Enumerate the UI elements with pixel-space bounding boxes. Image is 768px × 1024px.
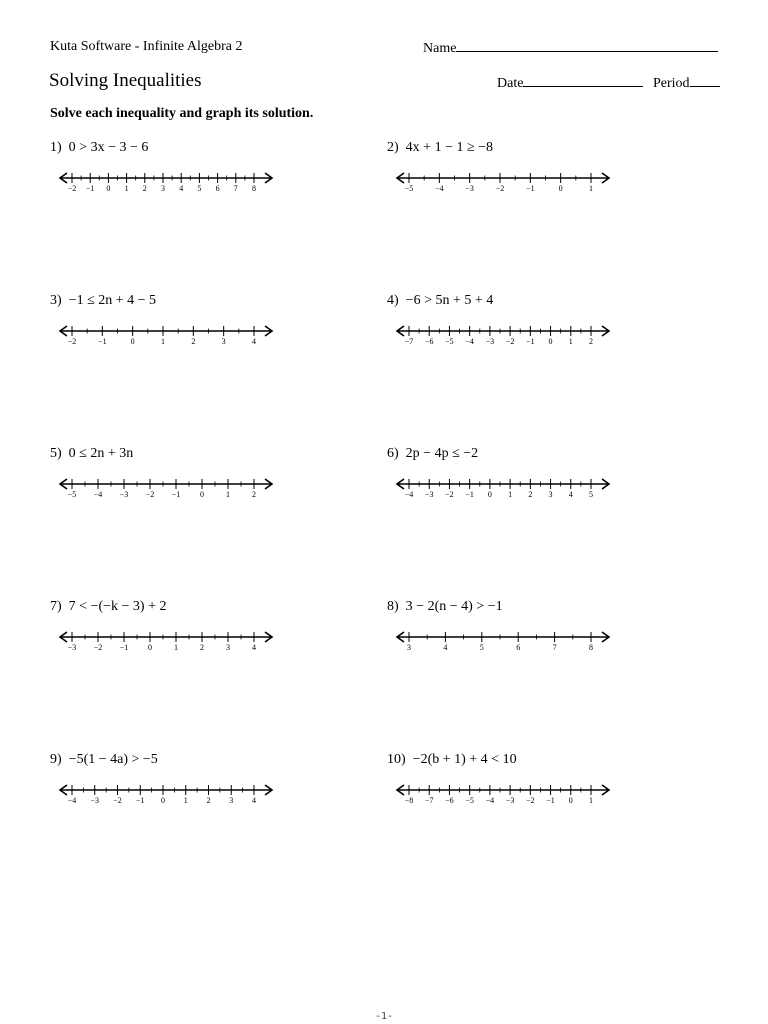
problem-expression: 0 > 3x − 3 − 6: [68, 140, 149, 155]
tick-label: −7: [424, 796, 434, 805]
page-number: -1-: [374, 1011, 394, 1022]
tick-label: 4: [179, 184, 184, 193]
problem-expression: −2(b + 1) + 4 < 10: [412, 752, 517, 767]
publisher-label: Kuta Software - Infinite Algebra 2: [50, 39, 243, 54]
problem-label: [387, 140, 493, 156]
tick-label: 3: [548, 490, 553, 499]
tick-label: 1: [508, 490, 513, 499]
date-label: Date: [497, 76, 524, 91]
tick-label: 0: [558, 184, 563, 193]
tick-label: −5: [404, 184, 414, 193]
period-label: Period: [653, 76, 690, 91]
tick-label: 5: [479, 643, 484, 652]
tick-label: 3: [221, 337, 226, 346]
name-label: Name: [423, 41, 457, 56]
tick-label: −2: [495, 184, 505, 193]
tick-label: −1: [465, 490, 474, 499]
tick-label: −1: [98, 337, 107, 346]
number-line[interactable]: [395, 313, 613, 347]
tick-label: 1: [589, 184, 593, 193]
tick-label: −2: [93, 643, 103, 652]
problem-number: 10): [387, 752, 410, 767]
problem-label: [50, 446, 133, 462]
tick-label: 2: [200, 643, 204, 652]
tick-label: −2: [526, 796, 535, 805]
problem-2: [387, 140, 717, 200]
tick-label: 2: [528, 490, 533, 499]
problem-8: [387, 599, 717, 659]
problem-5: [50, 446, 380, 506]
problem-expression: −1 ≤ 2n + 4 − 5: [68, 293, 157, 308]
problem-10: [387, 752, 717, 812]
tick-label: 0: [130, 337, 135, 346]
tick-label: −3: [90, 796, 100, 805]
number-line[interactable]: [58, 466, 276, 500]
tick-label: −4: [435, 184, 444, 193]
tick-label: −3: [424, 490, 434, 499]
tick-label: −2: [113, 796, 122, 805]
tick-label: −4: [404, 490, 414, 499]
tick-label: 0: [148, 643, 152, 652]
problem-label: [387, 752, 517, 768]
problem-number: 1): [50, 140, 66, 155]
problem-number: 9): [50, 752, 66, 767]
tick-label: −2: [67, 337, 77, 346]
tick-label: 3: [161, 184, 165, 193]
problem-9: [50, 752, 380, 812]
problem-label: [50, 293, 156, 309]
number-line[interactable]: [58, 772, 276, 806]
tick-label: −5: [445, 337, 454, 346]
tick-label: 3: [229, 796, 234, 805]
tick-label: −4: [485, 796, 495, 805]
tick-label: 1: [174, 643, 178, 652]
tick-label: −3: [505, 796, 515, 805]
number-line[interactable]: [58, 313, 276, 347]
tick-label: −6: [445, 796, 454, 805]
problem-expression: 2p − 4p ≤ −2: [405, 446, 479, 461]
tick-label: 5: [197, 184, 202, 193]
date-field[interactable]: [497, 74, 643, 92]
tick-label: 1: [161, 337, 165, 346]
number-line[interactable]: [395, 772, 613, 806]
tick-label: −1: [526, 184, 535, 193]
problem-label: [387, 446, 478, 462]
problem-4: [387, 293, 717, 353]
number-line[interactable]: [58, 619, 276, 653]
problem-expression: −6 > 5n + 5 + 4: [405, 293, 494, 308]
number-line[interactable]: [395, 160, 613, 194]
tick-label: 4: [252, 643, 256, 652]
tick-label: −3: [485, 337, 495, 346]
tick-label: 2: [252, 490, 256, 499]
problem-label: [387, 293, 493, 309]
date-blank[interactable]: [523, 74, 643, 87]
problem-label: [50, 752, 158, 768]
number-line[interactable]: [58, 160, 276, 194]
tick-label: 1: [568, 337, 573, 346]
tick-label: −1: [546, 796, 555, 805]
tick-label: 1: [226, 490, 230, 499]
problem-1: [50, 140, 380, 200]
problem-label: [50, 599, 166, 615]
problem-expression: −5(1 − 4a) > −5: [68, 752, 158, 767]
tick-label: −4: [93, 490, 103, 499]
problem-label: [50, 140, 148, 156]
tick-label: −1: [526, 337, 535, 346]
tick-label: 4: [568, 490, 573, 499]
problem-expression: 4x + 1 − 1 ≥ −8: [405, 140, 494, 155]
problem-number: 4): [387, 293, 403, 308]
tick-label: 2: [589, 337, 593, 346]
problem-expression: 0 ≤ 2n + 3n: [68, 446, 134, 461]
tick-label: −1: [119, 643, 129, 652]
tick-label: −3: [119, 490, 129, 499]
tick-label: −1: [85, 184, 95, 193]
tick-label: 1: [589, 796, 593, 805]
name-blank[interactable]: [456, 39, 718, 52]
problem-expression: 3 − 2(n − 4) > −1: [405, 599, 503, 614]
tick-label: −2: [67, 184, 77, 193]
tick-label: −2: [505, 337, 515, 346]
tick-label: 0: [106, 184, 111, 193]
tick-label: 6: [516, 643, 521, 652]
tick-label: −2: [145, 490, 155, 499]
number-line[interactable]: [395, 619, 613, 653]
period-field[interactable]: [653, 74, 720, 92]
name-field[interactable]: [423, 39, 718, 57]
tick-label: 4: [443, 643, 448, 652]
tick-label: 0: [568, 796, 573, 805]
tick-label: 4: [252, 796, 256, 805]
tick-label: 1: [183, 796, 188, 805]
tick-label: 4: [252, 337, 256, 346]
tick-label: −5: [67, 490, 77, 499]
tick-label: 0: [200, 490, 204, 499]
problem-number: 2): [387, 140, 403, 155]
tick-label: 3: [226, 643, 230, 652]
tick-label: −4: [67, 796, 77, 805]
tick-label: 0: [548, 337, 553, 346]
tick-label: 2: [206, 796, 211, 805]
tick-label: 7: [552, 643, 557, 652]
period-blank[interactable]: [690, 74, 720, 87]
problem-number: 5): [50, 446, 66, 461]
number-line[interactable]: [395, 466, 613, 500]
tick-label: −3: [67, 643, 77, 652]
tick-label: 2: [142, 184, 147, 193]
tick-label: −6: [424, 337, 434, 346]
problem-number: 6): [387, 446, 403, 461]
page-title: Solving Inequalities: [49, 70, 202, 91]
tick-label: 1: [124, 184, 129, 193]
tick-label: −1: [135, 796, 145, 805]
tick-label: 8: [252, 184, 256, 193]
problem-7: [50, 599, 380, 659]
tick-label: 0: [161, 796, 165, 805]
problem-expression: 7 < −(−k − 3) + 2: [68, 599, 167, 614]
tick-label: 8: [589, 643, 593, 652]
tick-label: −8: [404, 796, 414, 805]
problem-number: 8): [387, 599, 403, 614]
tick-label: 7: [233, 184, 238, 193]
problem-number: 3): [50, 293, 66, 308]
tick-label: 3: [407, 643, 411, 652]
problem-6: [387, 446, 717, 506]
instructions: Solve each inequality and graph its solution.: [50, 106, 314, 121]
tick-label: −1: [171, 490, 181, 499]
tick-label: −5: [465, 796, 474, 805]
problem-label: [387, 599, 503, 615]
tick-label: 6: [215, 184, 220, 193]
tick-label: −2: [445, 490, 454, 499]
tick-label: −4: [465, 337, 474, 346]
tick-label: −3: [465, 184, 474, 193]
tick-label: −7: [404, 337, 414, 346]
problem-number: 7): [50, 599, 66, 614]
tick-label: 2: [191, 337, 196, 346]
tick-label: 5: [589, 490, 593, 499]
problem-3: [50, 293, 380, 353]
tick-label: 0: [487, 490, 492, 499]
